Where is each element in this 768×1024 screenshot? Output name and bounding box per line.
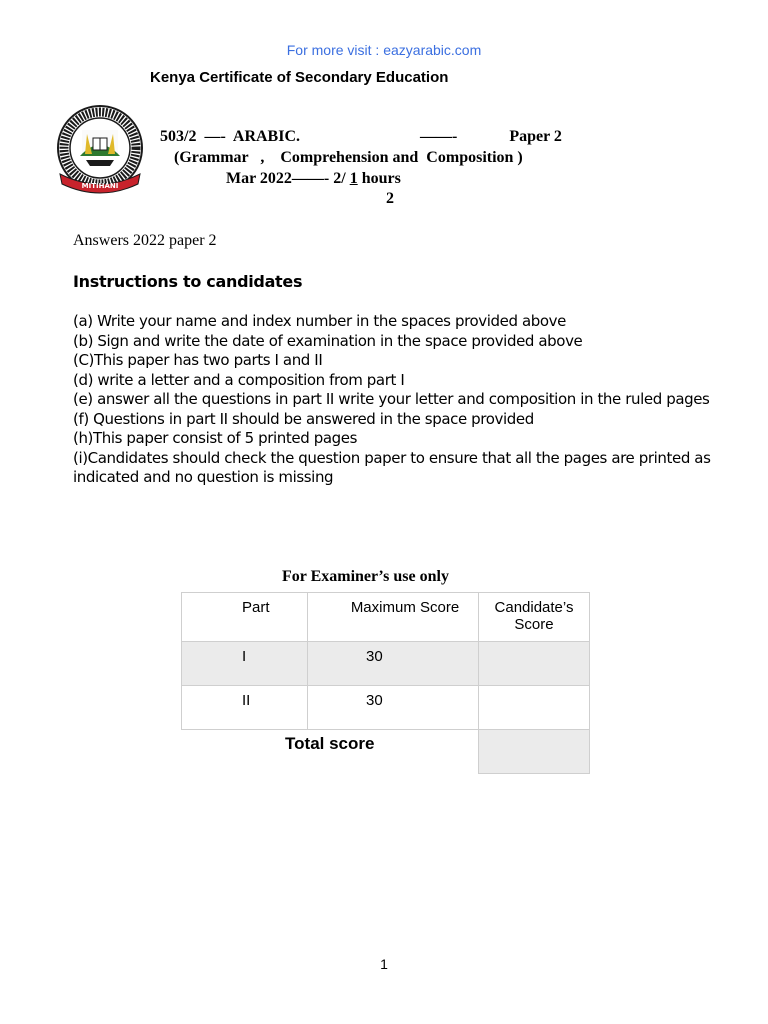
duration-denominator: 2 (386, 190, 394, 207)
row-max: 30 (366, 692, 383, 709)
answers-heading: Answers 2022 paper 2 (73, 232, 217, 249)
table-row (182, 686, 590, 730)
examiner-table-caption: For Examiner’s use only (282, 568, 449, 585)
instruction-item: (C)This paper has two parts I and II (73, 351, 323, 369)
knec-seal-icon (52, 104, 148, 196)
row-max: 30 (366, 648, 383, 665)
row-candidate-score[interactable] (479, 686, 589, 692)
paper-subtitle: (Grammar , Comprehension and Composition ) (174, 149, 523, 166)
exam-date-duration (226, 170, 401, 188)
instructions-title: Instructions to candidates (73, 272, 303, 291)
page-number: 1 (380, 956, 388, 972)
duration-numerator: 1 (349, 170, 358, 187)
instruction-item: (f) Questions in part II should be answered in the space provided (73, 409, 534, 428)
total-score-value[interactable] (479, 730, 589, 736)
row-part: I (242, 648, 247, 665)
instruction-item: (a) Write your name and index number in the spaces provided above (73, 312, 566, 330)
date-prefix: Mar 2022——- 2/ (226, 170, 350, 187)
duration-suffix: hours (357, 170, 401, 187)
website-link[interactable]: For more visit : eazyarabic.com (286, 42, 482, 58)
header-max-score: Maximum Score (350, 599, 460, 616)
table-row (182, 642, 590, 686)
instruction-item: (e) answer all the questions in part II write your letter and composition in the ruled pages (73, 390, 710, 408)
table-header-row (182, 593, 590, 642)
score-table (181, 592, 590, 774)
row-part: II (242, 692, 251, 709)
instruction-item: (h)This paper consist of 5 printed pages (73, 429, 357, 447)
header-candidate-score: Candidate’s Score (494, 599, 574, 633)
paper-number: ——- Paper 2 (420, 128, 562, 145)
instruction-item: (i)Candidates should check the question paper to ensure that all the pages are printed as indicated and no question is missing (73, 448, 711, 486)
total-score-label: Total score (285, 734, 375, 753)
exam-body-title: Kenya Certificate of Secondary Education (150, 69, 449, 86)
instructions-list (73, 312, 713, 488)
paper-code-line: 503/2 —- ARABIC. (160, 128, 301, 145)
header-part: Part (242, 599, 270, 616)
row-candidate-score[interactable] (479, 642, 589, 648)
instruction-item: (b) Sign and write the date of examination in the space provided above (73, 331, 583, 350)
total-row (182, 730, 590, 774)
instruction-item: (d) write a letter and a composition from part I (73, 370, 405, 389)
ribbon-text: MITIHANI (81, 182, 119, 190)
